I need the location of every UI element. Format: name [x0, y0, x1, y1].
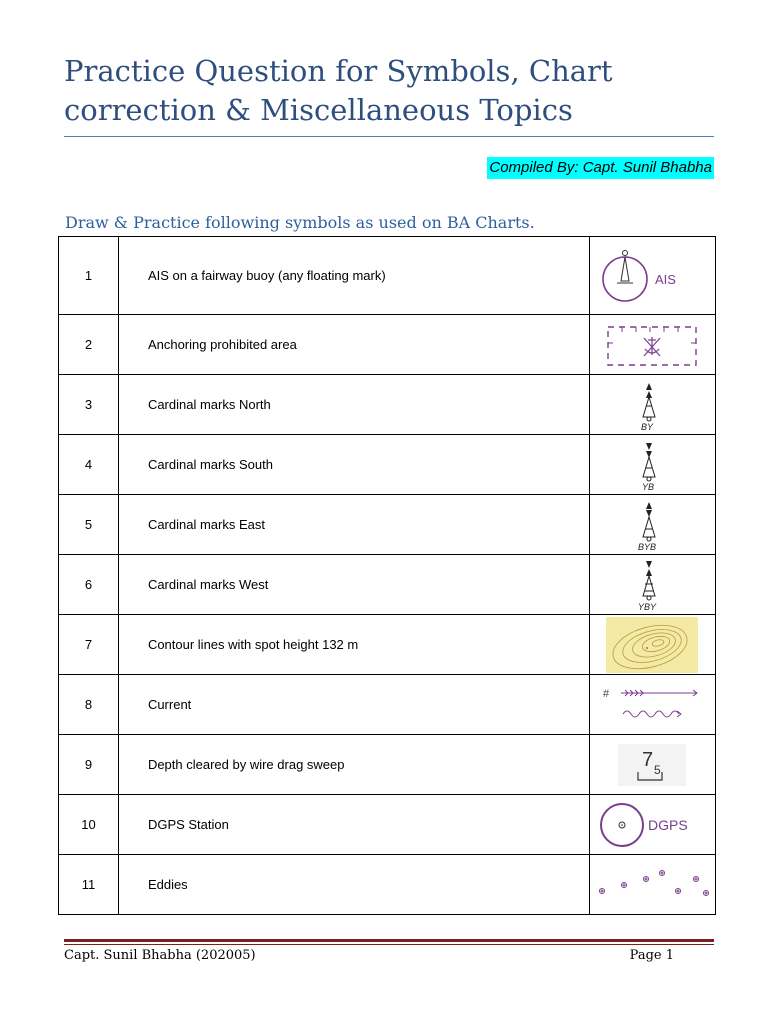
row-description: Contour lines with spot height 132 m [118, 615, 589, 675]
symbol-cell [589, 375, 715, 435]
symbol-cell [589, 237, 715, 315]
symbol-cell [589, 495, 715, 555]
symbol-text: # [603, 687, 610, 700]
symbols-table [58, 236, 716, 915]
symbol-text: 7 [642, 748, 654, 771]
row-number: 3 [59, 375, 119, 435]
row-description: Current [118, 675, 589, 735]
row-description: Anchoring prohibited area [118, 315, 589, 375]
row-number: 2 [59, 315, 119, 375]
symbol-text: BY [641, 421, 654, 431]
table-row [59, 495, 716, 555]
table-row [59, 315, 716, 375]
page-title: Practice Question for Symbols, Chart correction & Miscellaneous Topics [64, 54, 613, 127]
row-number: 7 [59, 615, 119, 675]
table-row [59, 675, 716, 735]
row-description: Depth cleared by wire drag sweep [118, 735, 589, 795]
symbol-cell [589, 615, 715, 675]
cardinal-west-icon [627, 558, 677, 612]
table-row [59, 375, 716, 435]
symbol-cell [589, 555, 715, 615]
table-row [59, 435, 716, 495]
row-description: Cardinal marks West [118, 555, 589, 615]
table-row [59, 795, 716, 855]
symbol-subscript: 5 [654, 762, 661, 777]
table-row [59, 615, 716, 675]
cardinal-north-icon [627, 379, 677, 431]
symbol-text: YB [642, 481, 655, 491]
row-number: 5 [59, 495, 119, 555]
row-number: 9 [59, 735, 119, 795]
row-number: 4 [59, 435, 119, 495]
symbol-text: YBY [638, 601, 657, 612]
table-row [59, 735, 716, 795]
row-description: Eddies [118, 855, 589, 915]
wire-drag-sweep-icon [612, 742, 692, 788]
row-description: DGPS Station [118, 795, 589, 855]
symbol-cell [589, 735, 715, 795]
row-number: 11 [59, 855, 119, 915]
contour-lines-icon [606, 617, 698, 673]
row-number: 8 [59, 675, 119, 735]
page-number: Page 1 [629, 948, 674, 963]
symbol-text: DGPS [648, 816, 688, 833]
title-divider [64, 136, 714, 137]
row-number: 6 [59, 555, 119, 615]
dgps-station-icon [596, 800, 708, 850]
symbol-cell [589, 795, 715, 855]
anchoring-prohibited-icon [602, 321, 702, 369]
eddies-icon [594, 865, 710, 905]
footer-divider-thin [64, 944, 714, 945]
row-description: Cardinal marks North [118, 375, 589, 435]
section-heading: Draw & Practice following symbols as used on BA Charts. [65, 213, 535, 232]
row-number: 1 [59, 237, 119, 315]
footer-divider [64, 939, 714, 942]
row-number: 10 [59, 795, 119, 855]
compiled-by-label: Compiled By: Capt. Sunil Bhabha [487, 157, 714, 179]
ais-buoy-icon [597, 245, 707, 307]
current-icon [599, 682, 705, 728]
symbol-cell [589, 675, 715, 735]
table-row [59, 855, 716, 915]
symbol-cell [589, 315, 715, 375]
table-row [59, 555, 716, 615]
table-row [59, 237, 716, 315]
row-description: AIS on a fairway buoy (any floating mark) [118, 237, 589, 315]
footer-author: Capt. Sunil Bhabha (202005) [64, 948, 256, 963]
symbol-cell [589, 435, 715, 495]
row-description: Cardinal marks East [118, 495, 589, 555]
symbol-cell [589, 855, 715, 915]
cardinal-south-icon [627, 439, 677, 491]
symbol-text: AIS [655, 271, 677, 287]
symbol-text: BYB [638, 541, 657, 551]
cardinal-east-icon [627, 499, 677, 551]
row-description: Cardinal marks South [118, 435, 589, 495]
